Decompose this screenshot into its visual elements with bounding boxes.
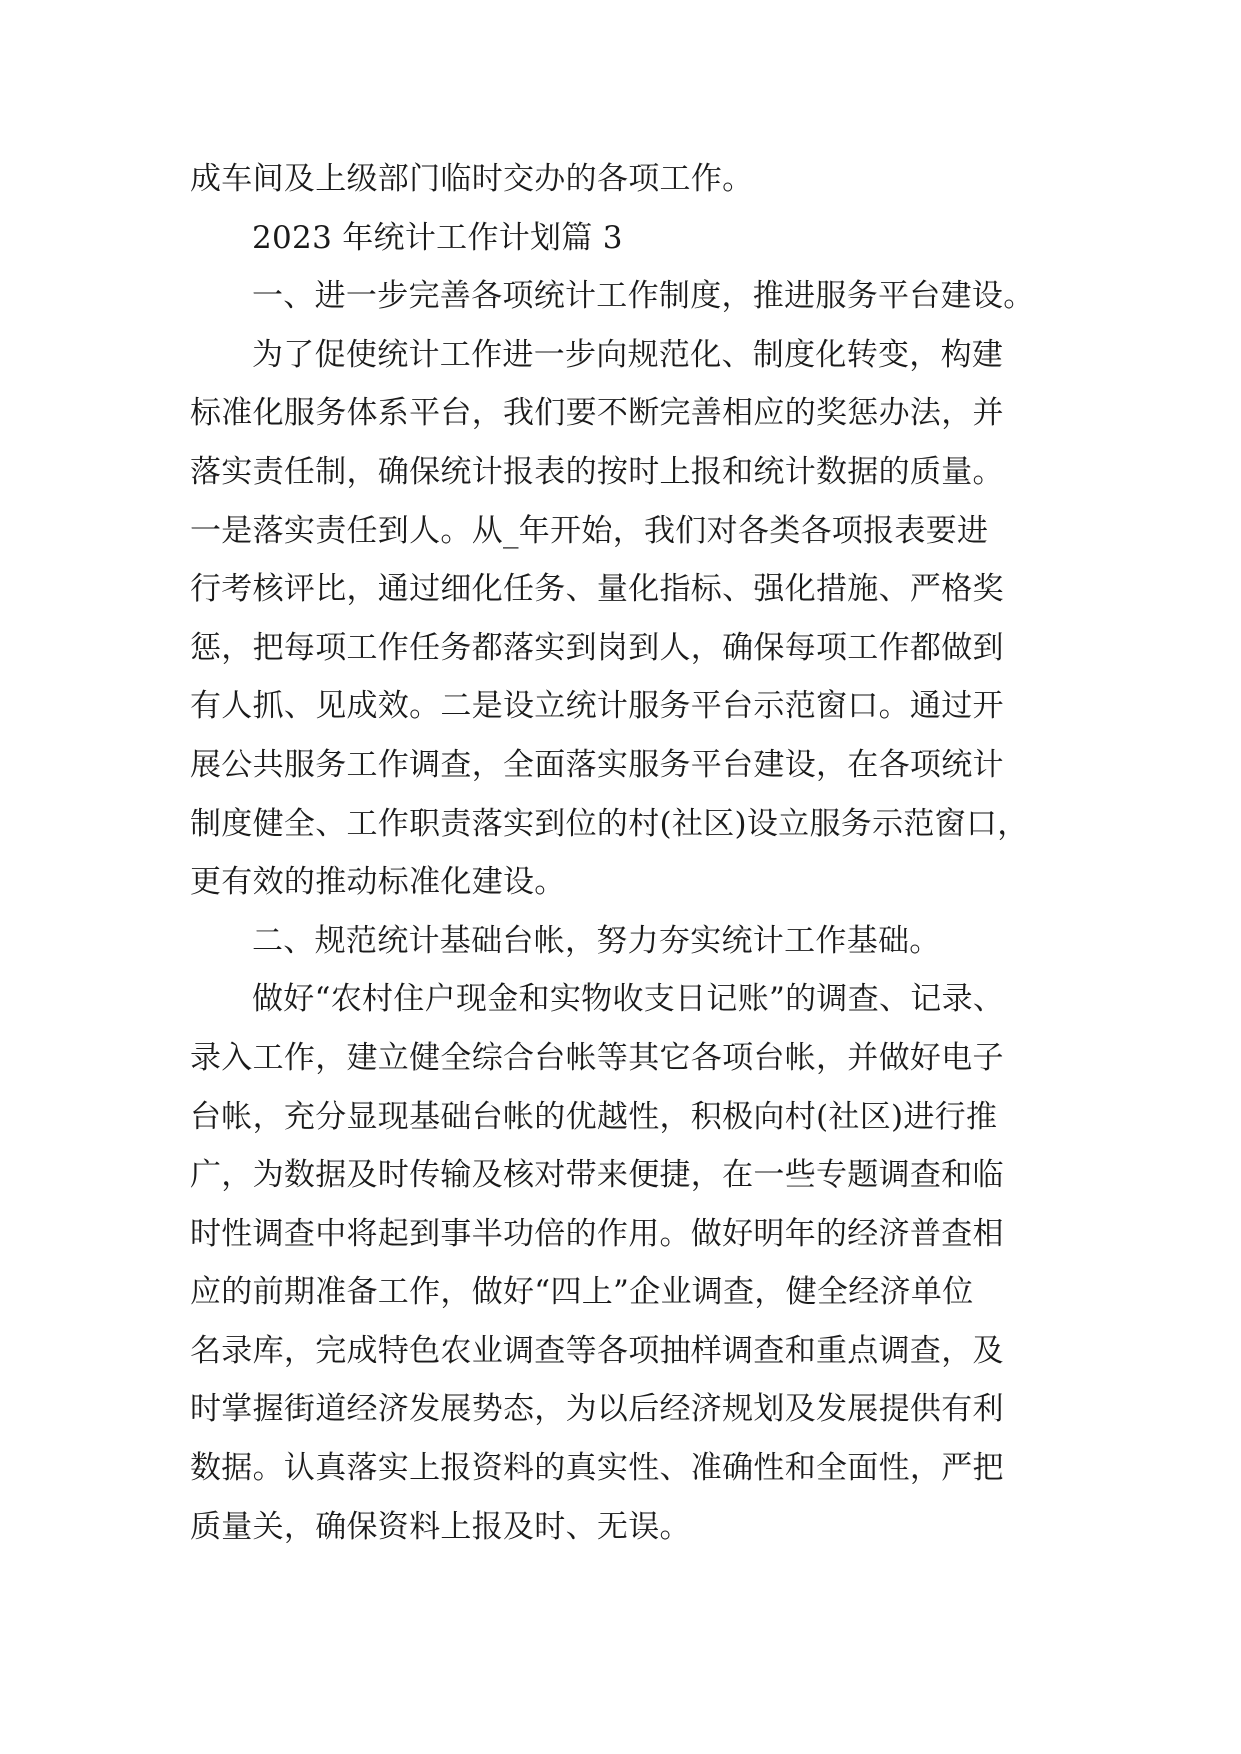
text-line: 时性调查中将起到事半功倍的作用。做好明年的经济普查相	[190, 1215, 1004, 1252]
text-line: 一、进一步完善各项统计工作制度，推进服务平台建设。	[252, 278, 1035, 315]
text-line: 有人抓、见成效。二是设立统计服务平台示范窗口。通过开	[190, 688, 1004, 725]
text-line: 行考核评比，通过细化任务、量化指标、强化措施、严格奖	[190, 571, 1004, 608]
text-line: 名录库，完成特色农业调查等各项抽样调查和重点调查，及	[190, 1332, 1004, 1369]
text-line: 标准化服务体系平台，我们要不断完善相应的奖惩办法，并	[190, 395, 1004, 432]
text-line: 应的前期准备工作，做好“四上”企业调查，健全经济单位	[190, 1274, 974, 1311]
text-line: 做好“农村住户现金和实物收支日记账”的调查、记录、	[252, 981, 1005, 1018]
text-line: 制度健全、工作职责落实到位的村(社区)设立服务示范窗口，	[190, 805, 1029, 842]
text-line: 数据。认真落实上报资料的真实性、准确性和全面性，严把	[190, 1450, 1004, 1487]
text-line: 更有效的推动标准化建设。	[190, 864, 566, 901]
document-body	[190, 150, 1050, 1556]
text-line: 二、规范统计基础台帐，努力夯实统计工作基础。	[252, 922, 941, 959]
text-line: 2023 年统计工作计划篇 3	[252, 219, 623, 256]
text-line: 质量关，确保资料上报及时、无误。	[190, 1508, 691, 1545]
text-line: 台帐，充分显现基础台帐的优越性，积极向村(社区)进行推	[190, 1098, 998, 1135]
text-line: 惩，把每项工作任务都落实到岗到人，确保每项工作都做到	[190, 629, 1004, 666]
text-line: 落实责任制，确保统计报表的按时上报和统计数据的质量。	[190, 453, 1004, 490]
text-line: 广，为数据及时传输及核对带来便捷，在一些专题调查和临	[190, 1157, 1004, 1194]
text-line: 录入工作，建立健全综合台帐等其它各项台帐，并做好电子	[190, 1039, 1004, 1076]
text-line: 为了促使统计工作进一步向规范化、制度化转变，构建	[252, 336, 1004, 373]
text-line: 一是落实责任到人。从_年开始，我们对各类各项报表要进	[190, 512, 989, 549]
text-line: 成车间及上级部门临时交办的各项工作。	[190, 161, 754, 197]
text-line: 展公共服务工作调查，全面落实服务平台建设，在各项统计	[190, 746, 1004, 783]
text-line: 时掌握街道经济发展势态，为以后经济规划及发展提供有利	[190, 1391, 1004, 1428]
